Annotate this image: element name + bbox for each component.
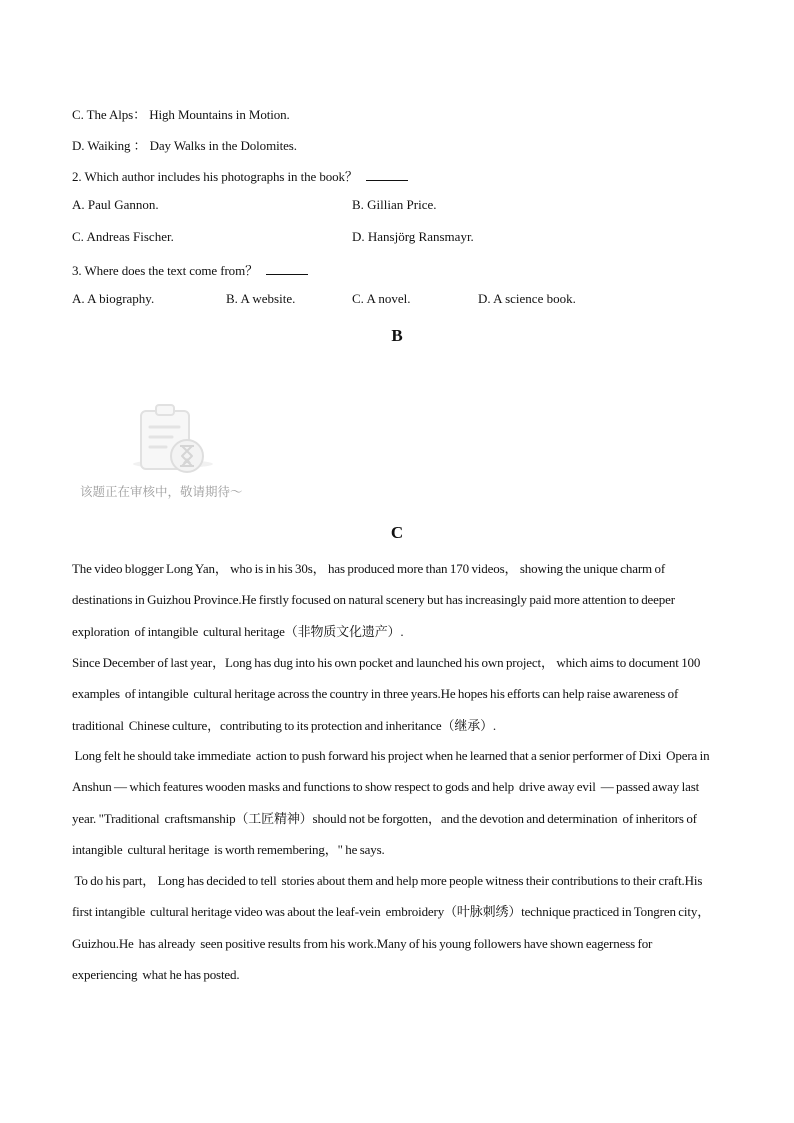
review-pending-text: 该题正在审核中，敬请期待～: [80, 484, 243, 499]
q2-option-a: A. Paul Gannon.: [72, 197, 159, 212]
question-2-stem: 2. Which author includes his photographs in the book？: [72, 169, 358, 184]
question-3-stem: 3. Where does the text come from？: [72, 263, 258, 278]
option-c-line: C. The Alps： High Mountains in Motion.: [72, 107, 290, 122]
question-3: [72, 260, 308, 279]
paragraph-2: Since December of last year，Long has dug into his own pocket and launched his own project， which aims to document 100 examples of intangible cultural heritage across the country in three years.He hopes his efforts can help raise awareness of traditional Chinese culture，contributing to its protection and inheritance（继承）.: [72, 655, 703, 733]
paragraph-4: To do his part， Long has decided to tell stories about them and help more people witness their contributions to their craft.His first intangible cultural heritage video was about the leaf-vein embroidery（叶脉刺绣）technique practiced in Tongren city， Guizhou.He has already seen positive results from his work.Many of his young followers have shown eagerness for experiencing what he has posted.: [72, 873, 713, 982]
question-2: [72, 166, 408, 185]
q2-option-b: B. Gillian Price.: [352, 197, 437, 212]
q2-option-d: D. Hansjörg Ransmayr.: [352, 229, 474, 244]
section-b-heading: B: [391, 326, 403, 345]
q3-option-c: C. A novel.: [352, 291, 411, 306]
paragraph-3: Long felt he should take immediate action to push forward his project when he learned that a senior performer of Dixi Opera in Anshun — which features wooden masks and functions to show respect to gods and help drive away evil — passed away last year. "Traditional craftsmanship（工匠精神）should not be forgotten，and the devotion and determination of inheritors of intangible cultural heritage is worth remembering，" he says.: [72, 748, 712, 857]
section-c-heading: C: [390, 523, 404, 542]
q2-option-c: C. Andreas Fischer.: [72, 229, 174, 244]
answer-blank: [266, 262, 308, 275]
answer-blank: [366, 168, 408, 181]
paragraph-1: The video blogger Long Yan， who is in his 30s， has produced more than 170 videos， showing the unique charm of destinations in Guizhou Province.He firstly focused on natural scenery but has increasingly paid more attention to deeper exploration of intangible cultural heritage（非物质文化遗产）.: [72, 561, 678, 639]
q3-option-b: B. A website.: [226, 291, 296, 306]
option-d-line: D. Waiking ： Day Walks in the Dolomites.: [72, 138, 297, 153]
q3-option-d: D. A science book.: [478, 291, 576, 306]
q3-option-a: A. A biography.: [72, 291, 155, 306]
